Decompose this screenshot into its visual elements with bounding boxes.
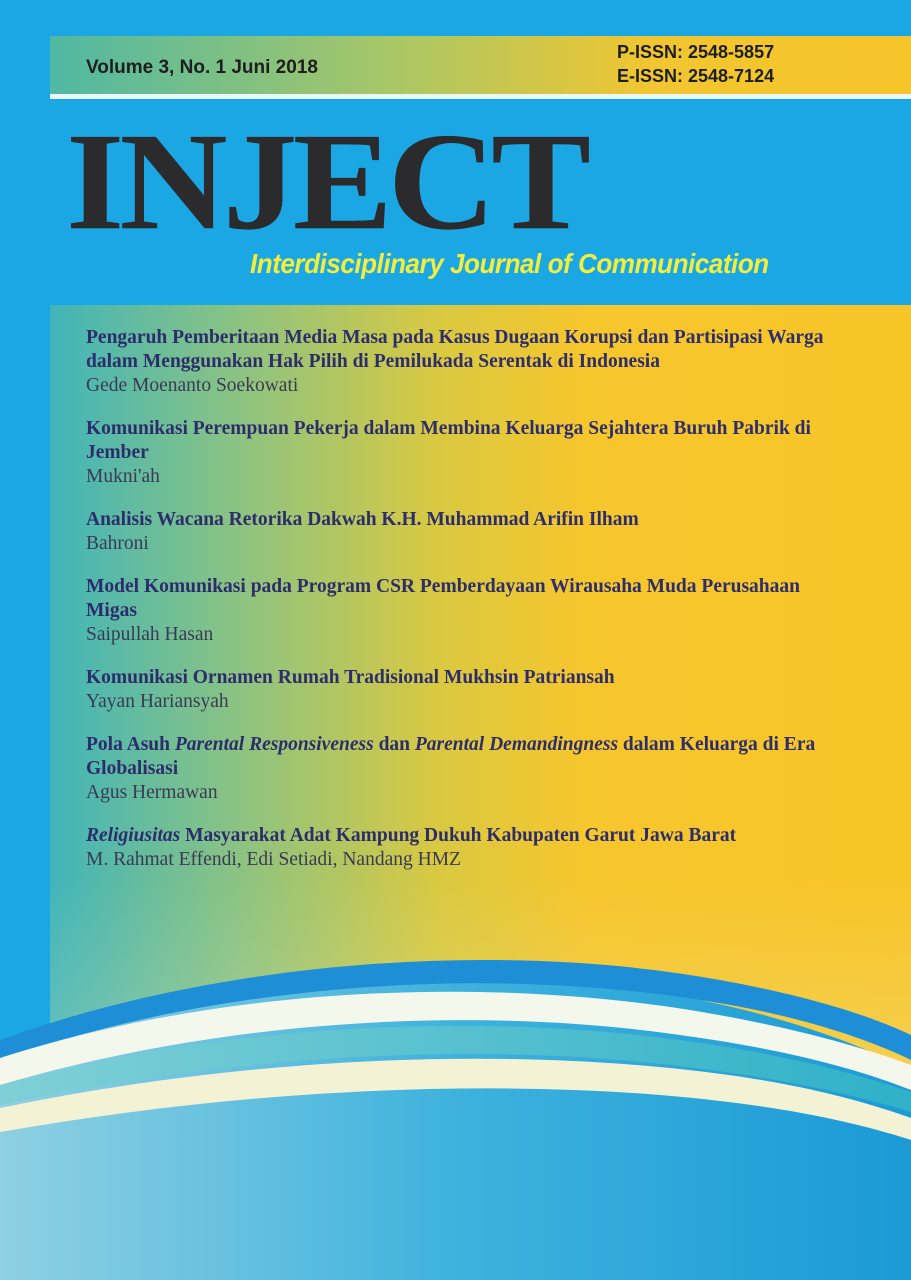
article-title: Pengaruh Pemberitaan Media Masa pada Kasus Dugaan Korupsi dan Partisipasi Warga dalam Menggunakan Hak Pilih di Pemilukada Serentak di Indonesia [86, 327, 824, 372]
title-segment: Pola Asuh [86, 734, 175, 755]
decorative-waves [0, 940, 911, 1280]
article-item [86, 326, 846, 398]
article-list [86, 326, 846, 891]
issn-block [617, 40, 774, 88]
p-issn: P-ISSN: 2548-5857 [617, 42, 775, 62]
article-title: Model Komunikasi pada Program CSR Pemberdayaan Wirausaha Muda Perusahaan Migas [86, 576, 800, 621]
article-item [86, 417, 846, 489]
article-authors: Saipullah Hasan [86, 624, 214, 645]
title-segment-italic: Parental Responsiveness [174, 734, 374, 755]
article-title [86, 824, 846, 848]
e-issn: E-ISSN: 2548-7124 [617, 66, 775, 86]
title-segment-italic: Parental Demandingness [414, 734, 619, 755]
article-authors: Mukni'ah [86, 466, 160, 487]
article-item [86, 575, 846, 647]
article-title [86, 733, 846, 781]
title-segment: dalam Keluarga di Era Globalisasi [86, 734, 816, 779]
article-item [86, 666, 846, 714]
journal-subtitle: Interdisciplinary Journal of Communication [250, 248, 769, 279]
title-segment: dan [373, 734, 415, 755]
article-item [86, 508, 846, 556]
article-title: Analisis Wacana Retorika Dakwah K.H. Muhammad Arifin Ilham [86, 509, 639, 530]
article-authors: Yayan Hariansyah [86, 691, 229, 712]
article-item [86, 733, 846, 805]
article-authors: Bahroni [86, 533, 149, 554]
article-title: Komunikasi Ornamen Rumah Tradisional Mukhsin Patriansah [86, 667, 615, 688]
title-segment: Masyarakat Adat Kampung Dukuh Kabupaten Garut Jawa Barat [180, 825, 737, 846]
title-segment-italic: Religiusitas [86, 825, 181, 846]
article-item [86, 824, 846, 872]
journal-title: INJECT [66, 104, 587, 259]
article-authors: M. Rahmat Effendi, Edi Setiadi, Nandang HMZ [86, 849, 461, 870]
volume-issue: Volume 3, No. 1 Juni 2018 [86, 57, 318, 78]
article-title: Komunikasi Perempuan Pekerja dalam Membina Keluarga Sejahtera Buruh Pabrik di Jember [86, 418, 811, 463]
header-divider-blue [50, 99, 911, 103]
article-authors: Agus Hermawan [86, 782, 218, 803]
article-authors: Gede Moenanto Soekowati [86, 375, 299, 396]
